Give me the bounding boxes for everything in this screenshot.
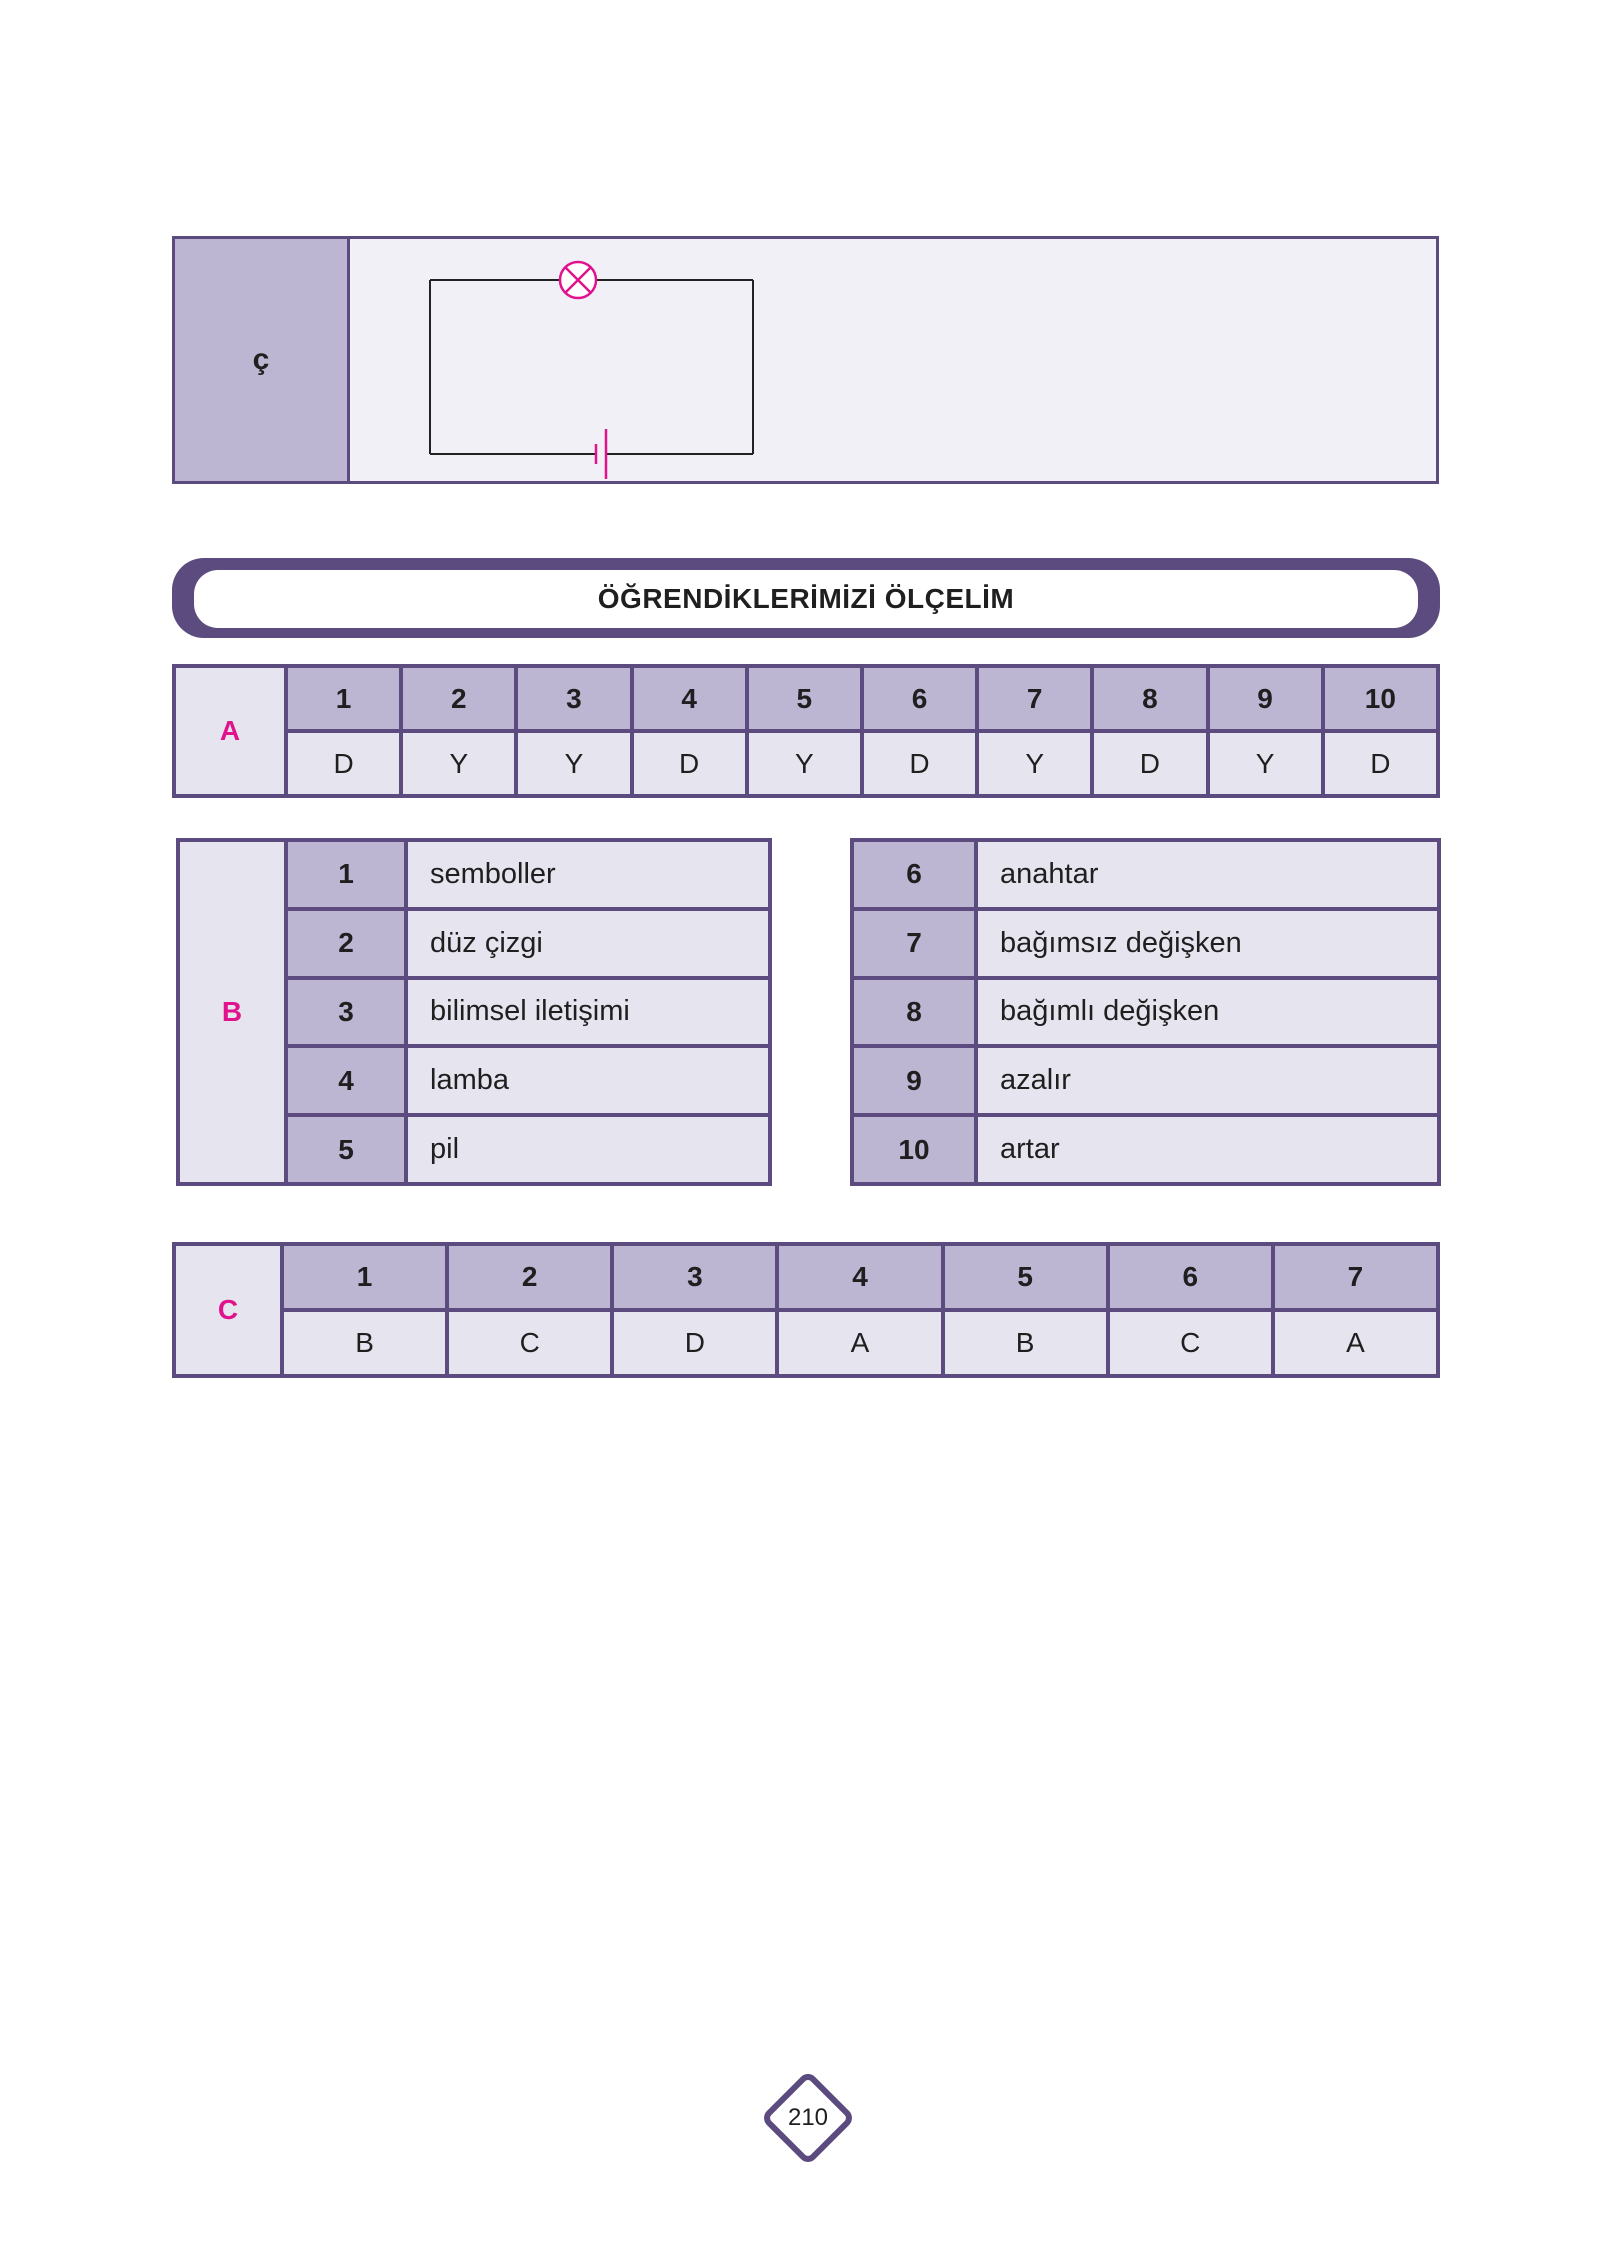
circuit-answer-box <box>172 236 1439 484</box>
table-b-number: 1 <box>286 840 406 909</box>
table-b-answer: semboller <box>406 840 770 909</box>
table-c-header: 6 <box>1108 1244 1273 1310</box>
table-c-header: 1 <box>282 1244 447 1310</box>
page-number: 210 <box>787 2104 829 2131</box>
answer-table-c <box>172 1242 1440 1378</box>
table-c-label: C <box>174 1244 282 1376</box>
battery-symbol-icon <box>596 429 606 479</box>
table-a-header: 7 <box>977 666 1092 731</box>
answer-table-b-right <box>850 838 1441 1186</box>
section-title: ÖĞRENDİKLERİMİZİ ÖLÇELİM <box>194 570 1418 628</box>
table-c-answer: B <box>943 1310 1108 1376</box>
table-c-answer: A <box>1273 1310 1438 1376</box>
table-c-answer: C <box>1108 1310 1273 1376</box>
circuit-item-label: ç <box>175 239 350 481</box>
table-a-answer: Y <box>401 731 516 796</box>
table-b-answer: bağımsız değişken <box>976 909 1439 978</box>
table-b-number: 4 <box>286 1046 406 1115</box>
table-a-header: 10 <box>1323 666 1438 731</box>
table-a-header: 4 <box>632 666 747 731</box>
table-b-answer: düz çizgi <box>406 909 770 978</box>
table-a-header: 1 <box>286 666 401 731</box>
table-c-header: 5 <box>943 1244 1108 1310</box>
table-a-header: 5 <box>747 666 862 731</box>
table-a-answer: D <box>862 731 977 796</box>
table-a-answer: Y <box>977 731 1092 796</box>
table-c-header: 2 <box>447 1244 612 1310</box>
table-c-header: 4 <box>777 1244 942 1310</box>
table-b-answer: artar <box>976 1115 1439 1184</box>
table-b-answer: bağımlı değişken <box>976 978 1439 1047</box>
table-a-answer: Y <box>747 731 862 796</box>
table-a-header: 2 <box>401 666 516 731</box>
table-c-answer: D <box>612 1310 777 1376</box>
answer-table-b-left <box>176 838 772 1186</box>
table-a-label: A <box>174 666 286 796</box>
table-b-number: 6 <box>852 840 976 909</box>
table-b-number: 5 <box>286 1115 406 1184</box>
table-c-answer: C <box>447 1310 612 1376</box>
table-b-number: 8 <box>852 978 976 1047</box>
table-b-answer: azalır <box>976 1046 1439 1115</box>
table-b-answer: bilimsel iletişimi <box>406 978 770 1047</box>
table-a-header: 9 <box>1208 666 1323 731</box>
answer-table-a <box>172 664 1440 798</box>
table-a-header: 8 <box>1092 666 1207 731</box>
table-a-answer: D <box>1323 731 1438 796</box>
circuit-diagram <box>175 239 1436 481</box>
circuit-wires <box>430 280 753 454</box>
table-c-answer: A <box>777 1310 942 1376</box>
page-number-badge <box>758 2068 858 2168</box>
table-b-number: 9 <box>852 1046 976 1115</box>
lamp-symbol-icon <box>560 262 596 298</box>
table-b-number: 10 <box>852 1115 976 1184</box>
table-c-header: 3 <box>612 1244 777 1310</box>
section-title-banner <box>172 558 1440 638</box>
table-c-header: 7 <box>1273 1244 1438 1310</box>
table-a-header: 3 <box>516 666 631 731</box>
table-b-answer: anahtar <box>976 840 1439 909</box>
table-a-answer: D <box>632 731 747 796</box>
table-a-answer: Y <box>1208 731 1323 796</box>
table-b-number: 2 <box>286 909 406 978</box>
table-b-number: 3 <box>286 978 406 1047</box>
table-c-answer: B <box>282 1310 447 1376</box>
table-b-answer: lamba <box>406 1046 770 1115</box>
table-a-answer: D <box>1092 731 1207 796</box>
table-a-answer: Y <box>516 731 631 796</box>
table-a-answer: D <box>286 731 401 796</box>
table-b-label: B <box>178 840 286 1184</box>
table-b-number: 7 <box>852 909 976 978</box>
table-a-header: 6 <box>862 666 977 731</box>
table-b-answer: pil <box>406 1115 770 1184</box>
